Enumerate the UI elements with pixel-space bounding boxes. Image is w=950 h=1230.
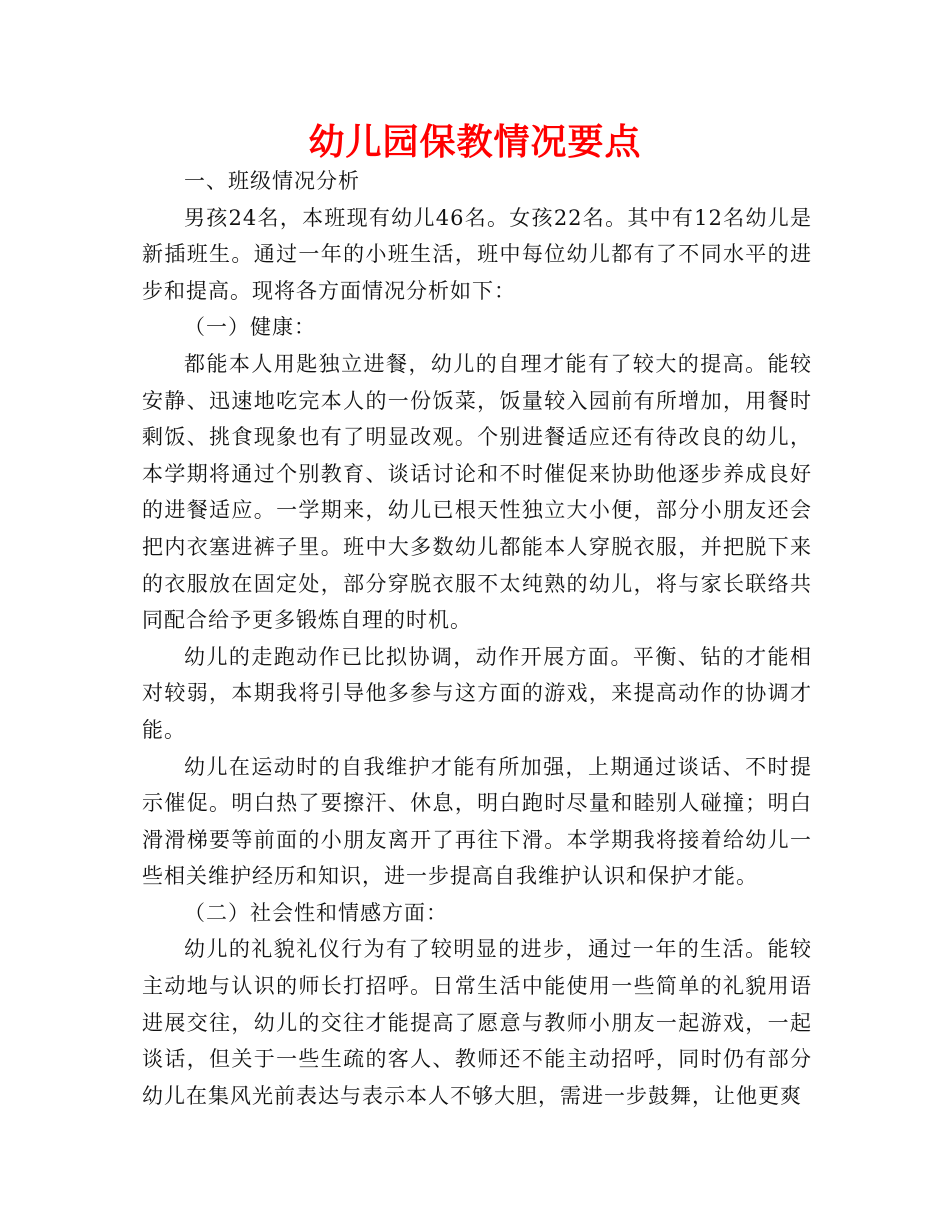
document-body bbox=[142, 163, 812, 1114]
paragraph-motor-skills: 幼儿的走跑动作已比拟协调，动作开展方面。平衡、钻的才能相对较弱，本期我将引导他多参与这方面的游戏，来提高动作的协调才能。 bbox=[142, 644, 812, 742]
section-heading-health: （一）健康： bbox=[184, 315, 316, 340]
paragraph-self-care: 都能本人用匙独立进餐，幼儿的自理才能有了较大的提高。能较安静、迅速地吃完本人的一份饭菜，饭量较入园前有所增加，用餐时剩饭、挑食现象也有了明显改观。个别进餐适应还有待改良的幼儿，本学期将通过个别教育、谈话讨论和不时催促来协助他逐步养成良好的进餐适应。一学期来，幼儿已根天性独立大小便，部分小朋友还会把内衣塞进裤子里。班中大多数幼儿都能本人穿脱衣服，并把脱下来的衣服放在固定处，部分穿脱衣服不太纯熟的幼儿，将与家长联络共同配合给予更多锻炼自理的时机。 bbox=[142, 351, 812, 633]
paragraph-self-protection: 幼儿在运动时的自我维护才能有所加强，上期通过谈话、不时提示催促。明白热了要擦汗、休息，明白跑时尽量和睦别人碰撞；明白滑滑梯要等前面的小朋友离开了再往下滑。本学期我将接着给幼儿一些相关维护经历和知识，进一步提高自我维护认识和保护才能。 bbox=[142, 754, 812, 889]
paragraph-manners: 幼儿的礼貌礼仪行为有了较明显的进步，通过一年的生活。能较主动地与认识的师长打招呼。日常生活中能使用一些简单的礼貌用语进展交往，幼儿的交往才能提高了愿意与教师小朋友一起游戏，一起谈话，但关于一些生疏的客人、教师还不能主动招呼，同时仍有部分幼儿在集风光前表达与表示本人不够大胆，需进一步鼓舞，让他更爽 bbox=[142, 937, 812, 1108]
document-title: 幼儿园保教情况要点 bbox=[308, 122, 642, 163]
section-heading-social-emotional: （二）社会性和情感方面： bbox=[184, 900, 448, 925]
section-heading-class-analysis: 一、班级情况分析 bbox=[184, 169, 360, 193]
paragraph-class-overview: 男孩24名，本班现有幼儿46名。女孩22名。其中有12名幼儿是新插班生。通过一年的小班生活，班中每位幼儿都有了不同水平的进步和提高。现将各方面情况分析如下： bbox=[142, 205, 812, 303]
